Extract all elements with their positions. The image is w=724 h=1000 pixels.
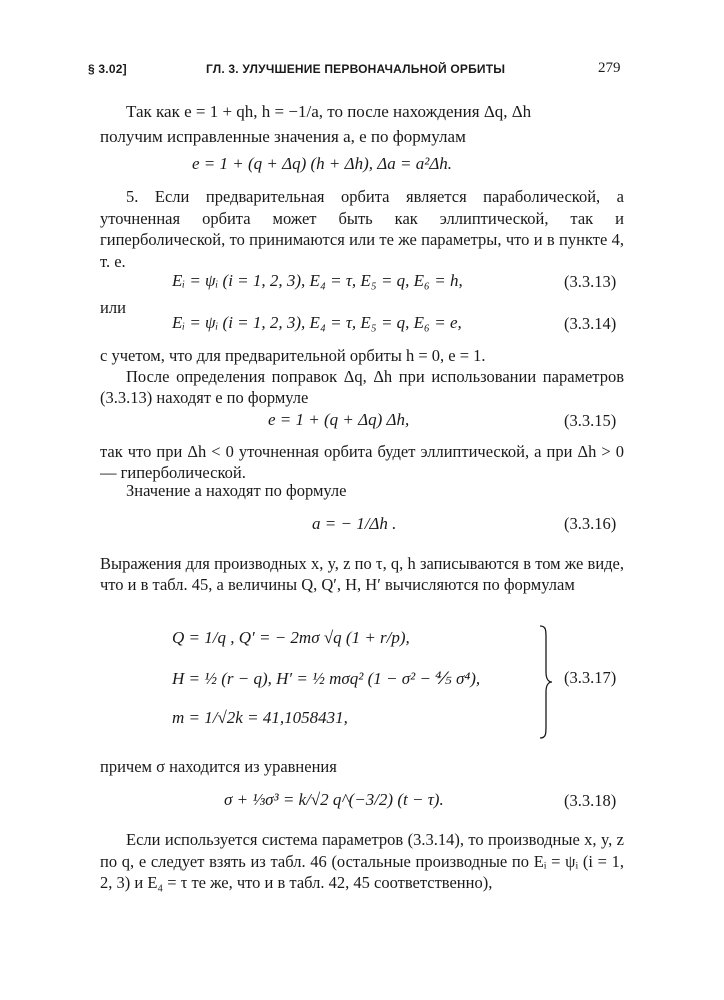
equation-number-3-3-18: (3.3.18) xyxy=(564,791,617,810)
paragraph-7: Выражения для производных x, y, z по τ, q, h записываются в том же виде, что и в табл. 45, а величины Q, Q′, H, H′ вычисляются по формулам xyxy=(100,554,624,594)
paragraph-6: Значение a находят по формуле xyxy=(126,481,347,500)
equation-number-3-3-17: (3.3.17) xyxy=(564,668,617,687)
paragraph-5: так что при Δh < 0 уточненная орбита будет эллиптической, а при Δh > 0 — гиперболической. xyxy=(100,442,624,482)
formula-3-3-17-line-1: Q = 1/q , Q′ = − 2mσ √q (1 + r/p), xyxy=(172,628,410,647)
formula-3-3-14: Eᵢ = ψᵢ (i = 1, 2, 3), E₄ = τ, E₅ = q, E₆ = e, xyxy=(172,313,462,332)
section-ref: § 3.02] xyxy=(88,62,127,76)
paragraph-2: 5. Если предварительная орбита является параболической, а уточненная орбита может быть как эллиптической, так и гиперболической, то принимаются или те же параметры, что и в пункте 4, т. е. xyxy=(100,187,624,271)
formula-3-3-16: a = − 1/Δh . xyxy=(312,514,397,533)
formula-3-3-13: Eᵢ = ψᵢ (i = 1, 2, 3), E₄ = τ, E₅ = q, E₆ = h, xyxy=(172,271,463,290)
equation-number-3-3-13: (3.3.13) xyxy=(564,272,617,291)
right-brace xyxy=(536,624,556,740)
formula-correction: e = 1 + (q + Δq) (h + Δh), Δa = a²Δh. xyxy=(192,154,453,173)
formula-3-3-17-line-3: m = 1/√2k = 41,1058431, xyxy=(172,708,348,727)
page-number: 279 xyxy=(598,60,621,76)
paragraph-4: После определения поправок Δq, Δh при использовании параметров (3.3.13) находят e по формуле xyxy=(100,367,624,407)
paragraph-8: причем σ находится из уравнения xyxy=(100,757,337,776)
formula-3-3-15: e = 1 + (q + Δq) Δh, xyxy=(268,410,410,429)
formula-3-3-17-line-2: H = ½ (r − q), H′ = ½ mσq² (1 − σ² − ⅘ σ⁴), xyxy=(172,669,481,688)
paragraph-9: Если используется система параметров (3.3.14), то производные x, y, z по q, e следует взять из табл. 46 (остальные производные по Eᵢ = ψᵢ (i = 1, 2, 3) и E₄ = τ те же, что и в табл. 42, 45 соответственно), xyxy=(100,830,624,892)
paragraph-3: с учетом, что для предварительной орбиты h = 0, e = 1. xyxy=(100,346,486,365)
formula-3-3-18: σ + ⅓σ³ = k/√2 q^(−3/2) (t − τ). xyxy=(224,790,444,809)
paragraph-1-line-2: получим исправленные значения a, e по формулам xyxy=(100,127,466,146)
chapter-title: ГЛ. 3. УЛУЧШЕНИЕ ПЕРВОНАЧАЛЬНОЙ ОРБИТЫ xyxy=(206,62,506,76)
paragraph-1-line-1: Так как e = 1 + qh, h = −1/a, то после нахождения Δq, Δh xyxy=(126,102,532,121)
word-or: или xyxy=(100,298,126,317)
equation-number-3-3-16: (3.3.16) xyxy=(564,514,617,533)
equation-number-3-3-15: (3.3.15) xyxy=(564,411,617,430)
equation-number-3-3-14: (3.3.14) xyxy=(564,314,617,333)
